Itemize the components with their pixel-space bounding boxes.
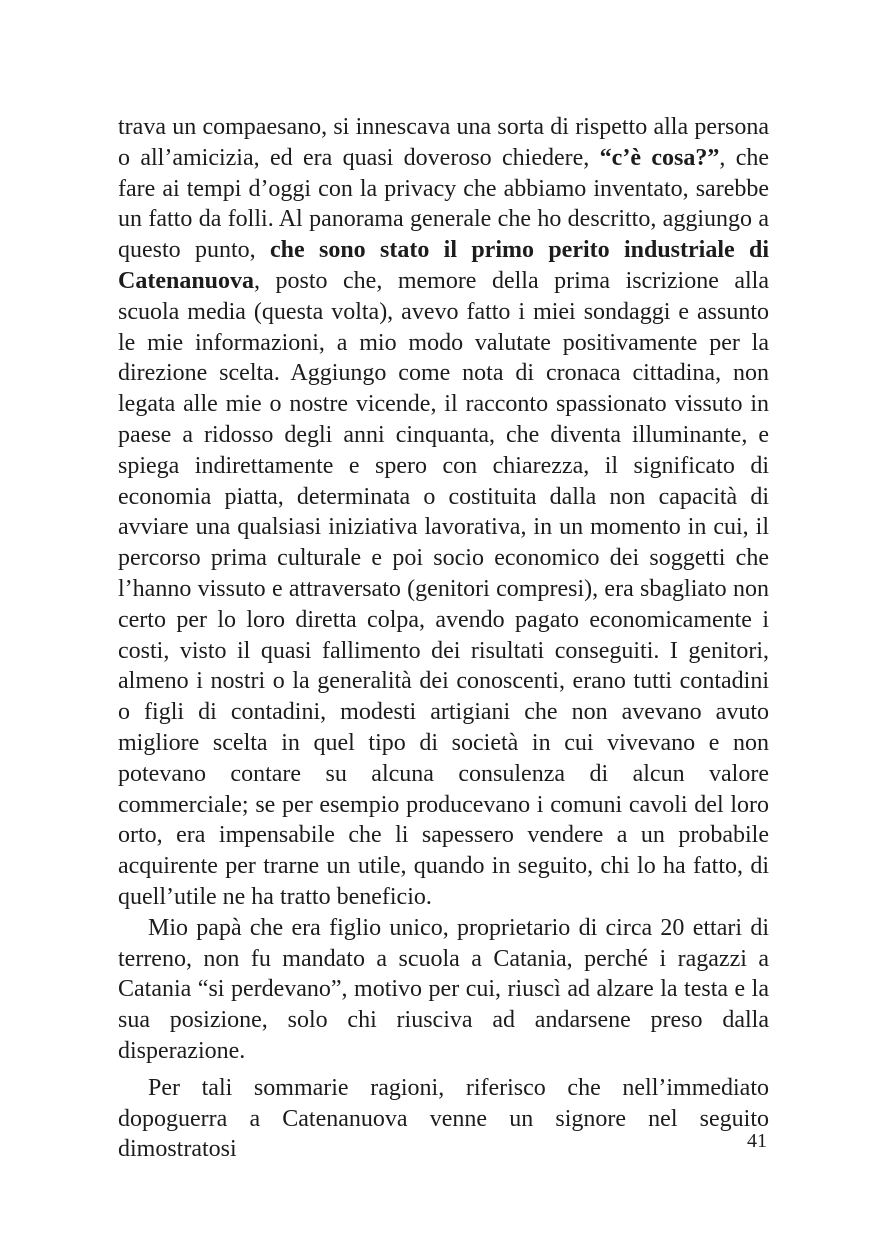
body-text xyxy=(118,112,769,1165)
paragraph-3 xyxy=(118,1073,769,1165)
p1-bold-quote: “c’è cosa?” xyxy=(599,144,720,171)
paragraph-1 xyxy=(118,112,769,913)
p3-text: Per tali sommarie ragioni, riferisco che nell’immediato dopoguerra a Catenanuova venne un signore nel seguito dimostratosi xyxy=(118,1074,769,1163)
paragraph-2 xyxy=(118,913,769,1067)
page-number: 41 xyxy=(747,1130,767,1152)
p1-text-2: , che fare ai tempi d’oggi con la privacy che abbiamo inventato, sarebbe un fatto da folli. Al panorama generale che ho descritto, aggiungo a questo punto, xyxy=(118,144,769,264)
p2-text: Mio papà che era figlio unico, proprietario di circa 20 ettari di terreno, non fu mandato a scuola a Catania, perché i ragazzi a Catania “si perdevano”, motivo per cui, riuscì ad alzare la testa e la sua posizione, solo chi riusciva ad andarsene preso dalla disperazione. xyxy=(118,914,769,1064)
p1-bold-statement: che sono stato il primo perito industriale di Catenanuova xyxy=(118,237,770,294)
p1-text-1: trava un compaesano, si innescava una sorta di rispetto alla persona o all’amicizia, ed era quasi doveroso chiedere, xyxy=(118,114,769,171)
p1-text-3: , posto che, memore della prima iscrizione alla scuola media (questa volta), avevo fatto i miei sondaggi e assunto le mie informazioni, a mio modo valutate positivamente per la direzione scelta. Aggiungo come nota di cronaca cittadina, non legata alle mie o nostre vicende, il racconto spassionato vissuto in paese a ridosso degli anni cinquanta, che diventa illuminante, e spiega indirettamente e spero con chiarezza, il significato di economia piatta, determinata o costituita dalla non capacità di avviare una qualsiasi iniziativa lavorativa, in un momento in cui, il percorso prima culturale e poi socio economico dei soggetti che l’hanno vissuto e attraversato (genitori compresi), era sbagliato non certo per lo loro diretta colpa, avendo pagato economicamente i costi, visto il quasi fallimento dei risultati conseguiti. I genitori, almeno i nostri o la generalità dei conoscenti, erano tutti contadini o figli di contadini, modesti artigiani che non avevano avuto migliore scelta in quel tipo di società in cui vivevano e non potevano contare su alcuna consulenza di alcun valore commerciale; se per esempio producevano i comuni cavoli del loro orto, era impensabile che li sapessero vendere a un probabile acquirente per trarne un utile, quando in seguito, chi lo ha fatto, di quell’utile ne ha tratto beneficio. xyxy=(118,267,769,910)
